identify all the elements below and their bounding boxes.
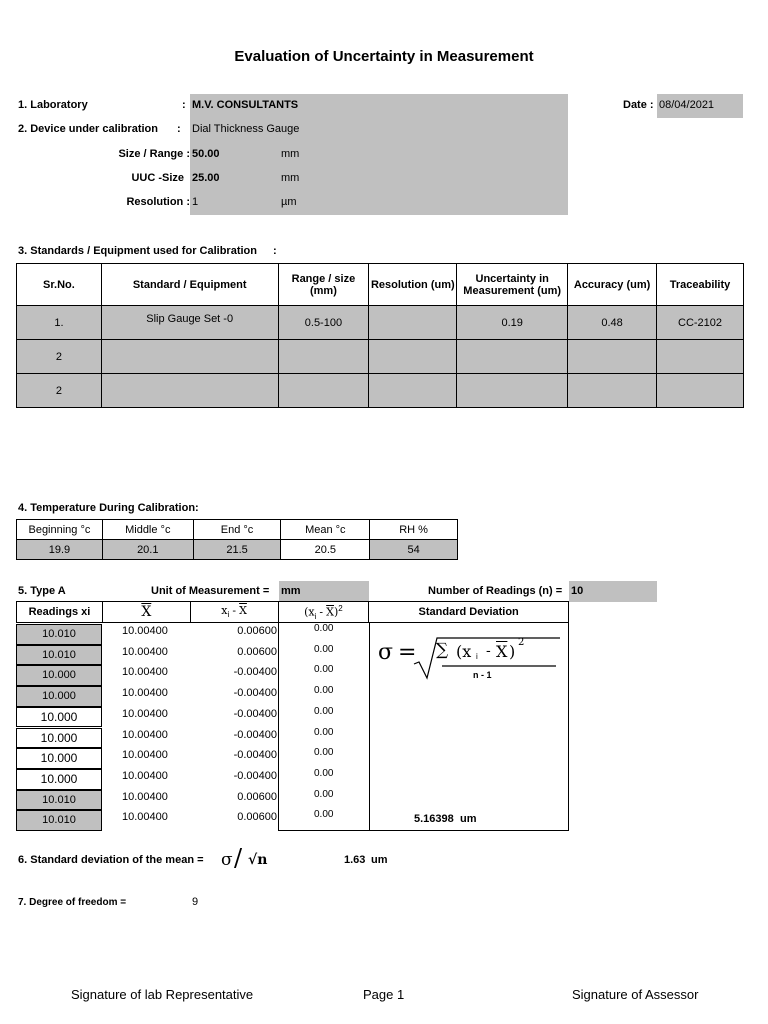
table-cell[interactable] xyxy=(369,306,457,340)
mean-cell: 10.00400 xyxy=(122,645,168,658)
table-cell[interactable] xyxy=(457,374,568,408)
size-range-label: Size / Range : xyxy=(118,148,190,160)
header-end-temp: End °c xyxy=(193,520,281,540)
mean-cell: 10.00400 xyxy=(122,728,168,741)
device-value[interactable]: Dial Thickness Gauge xyxy=(192,123,300,135)
table-cell[interactable] xyxy=(568,340,657,374)
equals-sign: = xyxy=(398,640,417,665)
reading-cell[interactable]: 10.000 xyxy=(16,707,102,728)
mean-temp-value: 20.5 xyxy=(281,540,370,560)
table-cell[interactable]: 0.5-100 xyxy=(278,306,369,340)
table-cell[interactable]: 1. xyxy=(17,306,102,340)
formula-close: ) xyxy=(509,642,516,661)
laboratory-value[interactable]: M.V. CONSULTANTS xyxy=(192,99,299,111)
page-title: Evaluation of Uncertainty in Measurement xyxy=(234,48,534,65)
dof-value: 9 xyxy=(192,896,199,908)
mean-cell: 10.00400 xyxy=(122,749,168,762)
uuc-size-unit: mm xyxy=(281,172,300,184)
deviation-cell: -0.00400 xyxy=(233,687,277,700)
middle-temp-value[interactable]: 20.1 xyxy=(102,540,193,560)
beginning-temp-value[interactable]: 19.9 xyxy=(17,540,103,560)
mean-cell: 10.00400 xyxy=(122,811,168,824)
formula-open: (x xyxy=(456,642,472,661)
temperature-heading: 4. Temperature During Calibration: xyxy=(18,502,199,514)
sdm-value: 1.63 xyxy=(344,854,366,866)
header-range-size: Range / size (mm) xyxy=(278,264,369,306)
squared-deviation-cell: 0.00 xyxy=(314,623,334,634)
date-value[interactable]: 08/04/2021 xyxy=(659,99,715,111)
std-dev-value: 5.16398 xyxy=(414,813,454,825)
formula-exp: 2 xyxy=(518,637,525,648)
type-a-table xyxy=(16,601,569,623)
mean-cell: 10.00400 xyxy=(122,666,168,679)
squared-deviation-cell: 0.00 xyxy=(314,747,334,759)
table-row xyxy=(17,340,744,374)
laboratory-colon: : xyxy=(182,99,186,111)
unit-of-measurement-value[interactable]: mm xyxy=(281,585,301,597)
table-row xyxy=(17,306,744,340)
deviation-cell: -0.00400 xyxy=(233,707,277,720)
squared-deviation-cell: 0.00 xyxy=(314,809,334,821)
sdm-slash: / xyxy=(234,844,243,872)
temperature-table xyxy=(16,519,458,560)
std-dev-formula xyxy=(378,632,558,692)
mean-cell: 10.00400 xyxy=(122,707,168,720)
deviation-cell: 0.00600 xyxy=(237,790,277,803)
sdm-root-n: √n xyxy=(248,852,268,868)
table-cell[interactable]: 0.48 xyxy=(568,306,657,340)
sum-symbol: ∑ xyxy=(436,640,449,660)
mean-cell: 10.00400 xyxy=(122,687,168,700)
type-a-heading: 5. Type A xyxy=(18,585,66,597)
deviation-cell: -0.00400 xyxy=(233,769,277,782)
table-cell[interactable]: 0.19 xyxy=(457,306,568,340)
header-traceability: Traceability xyxy=(657,264,744,306)
header-mean: $\overline{X}$ xyxy=(102,602,190,623)
deviation-cell: 0.00600 xyxy=(237,811,277,824)
reading-cell[interactable]: 10.010 xyxy=(16,810,102,831)
squared-deviation-cell: 0.00 xyxy=(314,705,334,717)
size-range-unit: mm xyxy=(281,148,300,160)
squared-deviation-cell: 0.00 xyxy=(314,643,334,655)
unit-of-measurement-label: Unit of Measurement = xyxy=(151,585,270,597)
header-standard-equipment: Standard / Equipment xyxy=(101,264,278,306)
reading-cell[interactable]: 10.010 xyxy=(16,790,102,811)
formula-minus: - xyxy=(486,643,491,659)
squared-deviation-cell: 0.00 xyxy=(314,685,334,697)
header-squared-deviation: $(x_i - \overline{X})^2$ xyxy=(278,602,369,623)
mean-cell: 10.00400 xyxy=(122,790,168,803)
header-middle-temp: Middle °c xyxy=(102,520,193,540)
squared-deviation-cell: 0.00 xyxy=(314,726,334,738)
table-cell[interactable] xyxy=(657,374,744,408)
reading-cell[interactable]: 10.000 xyxy=(16,686,102,707)
dof-label: 7. Degree of freedom = xyxy=(18,897,127,908)
table-cell[interactable] xyxy=(278,340,369,374)
header-readings: Readings xi xyxy=(17,602,103,623)
formula-xbar: $\overline{X}$ xyxy=(496,642,508,661)
date-label: Date : xyxy=(623,99,654,111)
table-cell[interactable] xyxy=(101,374,278,408)
formula-sub-i: i xyxy=(476,652,478,661)
deviation-cell: 0.00600 xyxy=(237,645,277,658)
device-colon: : xyxy=(177,123,181,135)
sigma-symbol: σ xyxy=(378,640,394,665)
reading-cell[interactable]: 10.000 xyxy=(16,728,102,749)
uuc-size-value[interactable]: 25.00 xyxy=(192,172,220,184)
header-sr-no: Sr.No. xyxy=(17,264,102,306)
std-dev-unit: um xyxy=(460,813,477,825)
table-cell[interactable]: CC-2102 xyxy=(657,306,744,340)
table-cell[interactable] xyxy=(369,340,457,374)
table-cell[interactable] xyxy=(369,374,457,408)
table-cell[interactable] xyxy=(278,374,369,408)
resolution-unit: µm xyxy=(281,196,297,208)
squared-deviation-cell: 0.00 xyxy=(314,767,334,779)
deviation-cell: -0.00400 xyxy=(233,749,277,762)
reading-cell[interactable]: 10.000 xyxy=(16,665,102,686)
table-cell[interactable]: 2 xyxy=(17,374,102,408)
footer-lab-signature: Signature of lab Representative xyxy=(71,987,254,1002)
mean-cell: 10.00400 xyxy=(122,625,168,637)
device-label: 2. Device under calibration xyxy=(18,123,158,135)
info-background xyxy=(190,94,568,215)
header-mean-temp: Mean °c xyxy=(281,520,370,540)
reading-cell[interactable]: 10.000 xyxy=(16,748,102,769)
table-cell[interactable] xyxy=(568,374,657,408)
squared-deviation-cell: 0.00 xyxy=(314,788,334,800)
header-beginning-temp: Beginning °c xyxy=(17,520,103,540)
table-row xyxy=(17,374,744,408)
header-standard-deviation: Standard Deviation xyxy=(369,602,569,623)
laboratory-label: 1. Laboratory xyxy=(18,99,88,111)
deviation-cell: -0.00400 xyxy=(233,666,277,679)
deviation-cell: -0.00400 xyxy=(233,728,277,741)
number-of-readings-label: Number of Readings (n) = xyxy=(428,585,563,597)
sdm-unit: um xyxy=(371,854,388,866)
reading-cell[interactable]: 10.010 xyxy=(16,645,102,666)
resolution-value[interactable]: 1 xyxy=(192,196,199,208)
rh-value[interactable]: 54 xyxy=(370,540,458,560)
reading-cell[interactable]: 10.010 xyxy=(16,624,102,645)
end-temp-value[interactable]: 21.5 xyxy=(193,540,281,560)
uuc-size-label: UUC -Size xyxy=(131,172,184,184)
header-accuracy: Accuracy (um) xyxy=(568,264,657,306)
squares-column-frame xyxy=(278,622,370,831)
mean-cell: 10.00400 xyxy=(122,769,168,782)
sdm-sigma: σ xyxy=(221,850,233,870)
squared-deviation-cell: 0.00 xyxy=(314,664,334,676)
header-resolution: Resolution (um) xyxy=(369,264,457,306)
size-range-value[interactable]: 50.00 xyxy=(192,148,220,160)
table-cell[interactable]: Slip Gauge Set -0 xyxy=(101,306,278,340)
table-cell[interactable] xyxy=(657,340,744,374)
standards-table xyxy=(16,263,744,408)
header-uncertainty: Uncertainty in Measurement (um) xyxy=(457,264,568,306)
sdm-label: 6. Standard deviation of the mean = xyxy=(18,854,204,866)
header-deviation: $x_i - \overline{X}$ xyxy=(190,602,278,623)
table-cell[interactable]: 2 xyxy=(17,340,102,374)
footer-page-number: Page 1 xyxy=(363,987,405,1002)
table-cell[interactable] xyxy=(101,340,278,374)
table-cell[interactable] xyxy=(457,340,568,374)
standards-heading: 3. Standards / Equipment used for Calibration xyxy=(18,245,257,257)
resolution-label: Resolution : xyxy=(126,196,190,208)
header-rh: RH % xyxy=(370,520,458,540)
standards-heading-colon: : xyxy=(273,245,277,257)
footer-assessor-signature: Signature of Assessor xyxy=(572,987,699,1002)
number-of-readings-value[interactable]: 10 xyxy=(571,585,584,597)
formula-denominator: n - 1 xyxy=(473,670,492,680)
reading-cell[interactable]: 10.000 xyxy=(16,769,102,790)
deviation-cell: 0.00600 xyxy=(237,625,277,637)
